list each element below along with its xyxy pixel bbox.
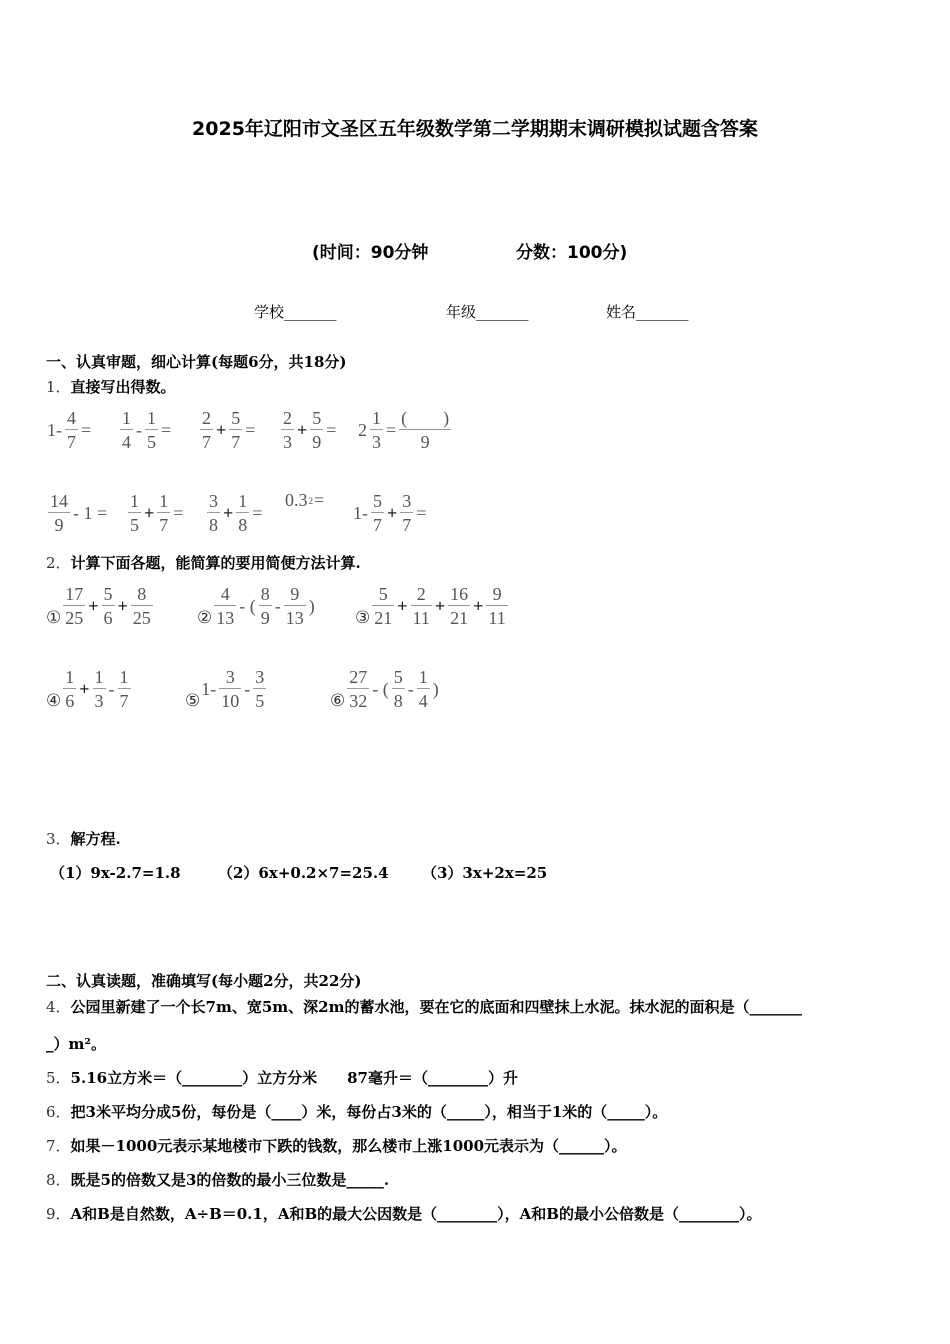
expression-text: - ( <box>239 596 256 616</box>
denominator: 5 <box>130 515 139 535</box>
question-text: 如果－1000元表示某地楼市下跌的钱数，那么楼市上涨1000元表示为（______）。 <box>70 1137 627 1155</box>
numerator: 5 <box>231 408 241 428</box>
operator: + <box>387 503 398 523</box>
fraction <box>372 583 394 630</box>
operator: + <box>117 596 128 616</box>
numerator: 1 <box>94 667 104 687</box>
item-label: ③ <box>355 608 371 627</box>
numerator: 1 <box>65 667 75 687</box>
operator: + <box>144 503 155 523</box>
calc-expression <box>185 666 268 713</box>
question-number: 2． <box>46 554 71 572</box>
numerator: 14 <box>50 491 68 511</box>
question-9 <box>46 1203 761 1224</box>
numerator: 2 <box>283 408 292 428</box>
item-label: ② <box>197 608 213 627</box>
section1-heading: 一、认真审题，细心计算(每题6分，共18分) <box>46 353 347 371</box>
fraction <box>131 583 153 630</box>
numerator: 5 <box>312 408 322 428</box>
equation-2: （2）6x+0.2×7=25.4 <box>218 864 389 882</box>
fraction <box>281 407 294 454</box>
denominator: 4 <box>122 432 131 452</box>
question-number: 5． <box>46 1069 71 1087</box>
fraction <box>371 490 384 537</box>
question-text: 把3米平均分成5份，每份是（____）米，每份占3米的（_____），相当于1米的（_____）。 <box>70 1103 668 1121</box>
expression-text: - <box>407 679 414 699</box>
equation-3: （3）3x+2x=25 <box>422 864 548 882</box>
question-number: 3． <box>46 830 71 848</box>
exam-score: 分数：100分) <box>516 243 628 263</box>
denominator: 7 <box>231 432 241 452</box>
denominator: 13 <box>285 608 304 628</box>
expression-text: - <box>244 679 251 699</box>
numerator: 16 <box>450 584 469 604</box>
calc-expression <box>355 583 510 630</box>
name-field: 姓名_______ <box>606 303 689 321</box>
numerator: 1 <box>130 491 139 511</box>
numerator: 2 <box>202 408 211 428</box>
denominator: 3 <box>372 432 381 452</box>
fraction <box>214 583 236 630</box>
denominator: 5 <box>147 432 156 452</box>
fraction <box>63 583 85 630</box>
numerator: 1 <box>238 491 248 511</box>
expression <box>46 490 108 537</box>
expression <box>46 407 92 454</box>
denominator: 21 <box>374 608 393 628</box>
numerator: 1 <box>159 491 169 511</box>
numerator: 3 <box>209 491 218 511</box>
exponent: 2 <box>308 495 313 506</box>
numerator: 8 <box>260 584 270 604</box>
question-8 <box>46 1169 389 1190</box>
expression-text: ) <box>432 679 439 699</box>
operator: + <box>297 420 308 440</box>
question-5 <box>46 1067 518 1088</box>
school-field: 学校_______ <box>254 303 337 321</box>
expression <box>205 490 263 537</box>
operator: + <box>79 679 90 699</box>
numerator: 1 <box>119 667 129 687</box>
question-number: 1． <box>46 378 71 396</box>
fraction <box>347 666 369 713</box>
numerator: 2 <box>416 584 426 604</box>
question-4 <box>46 996 802 1017</box>
numerator: ( ) <box>401 408 450 428</box>
fraction <box>200 407 213 454</box>
item-label: ⑥ <box>330 691 346 710</box>
expression-text: = <box>326 420 337 440</box>
expression-text: 0.3 <box>285 490 308 510</box>
numerator: 9 <box>290 584 300 604</box>
numerator: 4 <box>220 584 230 604</box>
question-number: 9． <box>46 1205 71 1223</box>
operator: + <box>88 596 99 616</box>
expression <box>279 407 337 454</box>
question-number: 4． <box>46 998 71 1016</box>
denominator: 9 <box>420 432 430 452</box>
expression-text: = <box>314 490 325 510</box>
equation-1: （1）9x-2.7=1.8 <box>50 864 181 882</box>
fraction <box>399 407 451 454</box>
expression-text: = <box>252 503 263 523</box>
question-number: 6． <box>46 1103 71 1121</box>
denominator: 32 <box>349 691 368 711</box>
fraction <box>417 666 430 713</box>
denominator: 8 <box>209 515 218 535</box>
fraction <box>128 490 141 537</box>
denominator: 11 <box>488 608 506 628</box>
fraction <box>219 666 241 713</box>
question-number: 8． <box>46 1171 71 1189</box>
document-title: 2025年辽阳市文圣区五年级数学第二学期期末调研模拟试题含答案 <box>192 118 758 140</box>
calc-expression <box>46 583 155 630</box>
denominator: 3 <box>94 691 104 711</box>
fraction <box>157 490 170 537</box>
fraction <box>310 407 323 454</box>
section2-heading: 二、认真读题，准确填写(每小题2分，共22分) <box>46 972 362 990</box>
operator: + <box>473 596 484 616</box>
numerator: 17 <box>65 584 84 604</box>
question-text: A和B是自然数，A÷B＝0.1，A和B的最大公因数是（________），A和B的最小公倍数是（________）。 <box>70 1205 762 1223</box>
fraction <box>392 666 405 713</box>
denominator: 25 <box>65 608 84 628</box>
numerator: 9 <box>492 584 502 604</box>
denominator: 7 <box>159 515 169 535</box>
denominator: 7 <box>119 691 129 711</box>
expression <box>118 407 172 454</box>
fraction <box>93 666 106 713</box>
expression-text: - <box>108 679 115 699</box>
question-text: 既是5的倍数又是3的倍数的最小三位数是_____. <box>70 1171 390 1189</box>
question-text: 直接写出得数。 <box>70 378 176 396</box>
numerator: 5 <box>378 584 388 604</box>
fraction <box>102 583 115 630</box>
expression-text: - <box>136 420 142 440</box>
expression <box>352 490 427 537</box>
expression-text: = <box>81 420 92 440</box>
fraction <box>486 583 507 630</box>
grade-field: 年级_______ <box>446 303 529 321</box>
fraction <box>284 583 306 630</box>
expression-text: - 1 = <box>73 503 108 523</box>
fraction <box>48 490 70 537</box>
denominator: 7 <box>202 432 211 452</box>
expression-text: - <box>274 596 281 616</box>
denominator: 6 <box>65 691 75 711</box>
expression-text: = <box>161 420 172 440</box>
numerator: 5 <box>393 667 403 687</box>
expression-text: = <box>245 420 256 440</box>
fraction <box>236 490 249 537</box>
denominator: 6 <box>103 608 113 628</box>
fraction <box>65 407 78 454</box>
denominator: 21 <box>450 608 469 628</box>
denominator: 7 <box>402 515 412 535</box>
numerator: 5 <box>373 491 382 511</box>
denominator: 25 <box>132 608 151 628</box>
question-text: 解方程. <box>70 830 121 848</box>
numerator: 27 <box>349 667 368 687</box>
denominator: 9 <box>54 515 64 535</box>
calc-expression <box>197 583 316 630</box>
expression-text: = <box>386 420 397 440</box>
expression-text: 1- <box>353 503 368 523</box>
expression-text: - ( <box>372 679 389 699</box>
fraction <box>411 583 432 630</box>
numerator: 3 <box>225 667 235 687</box>
item-label: ④ <box>46 691 62 710</box>
denominator: 13 <box>216 608 235 628</box>
expression <box>284 490 325 511</box>
expression-text: = <box>416 503 427 523</box>
fraction <box>145 407 158 454</box>
question-text: 计算下面各题，能简算的要用简便方法计算. <box>70 554 361 572</box>
item-label: ⑤ <box>185 691 201 710</box>
numerator: 1 <box>372 408 381 428</box>
denominator: 8 <box>393 691 403 711</box>
operator: + <box>216 420 227 440</box>
numerator: 5 <box>103 584 113 604</box>
fraction <box>63 666 76 713</box>
expression-text: 1- <box>47 420 62 440</box>
fraction <box>400 490 413 537</box>
calc-expression <box>330 666 440 713</box>
denominator: 11 <box>412 608 430 628</box>
question-6 <box>46 1101 667 1122</box>
question-2 <box>46 552 361 573</box>
denominator: 7 <box>373 515 382 535</box>
exam-time: (时间：90分钟 <box>312 243 429 263</box>
numerator: 1 <box>122 408 131 428</box>
fraction <box>120 407 133 454</box>
operator: + <box>223 503 234 523</box>
operator: + <box>397 596 408 616</box>
fraction <box>448 583 470 630</box>
operator: + <box>434 596 446 616</box>
fraction <box>229 407 242 454</box>
fraction <box>253 666 266 713</box>
numerator: 1 <box>418 667 428 687</box>
question-7 <box>46 1135 627 1156</box>
expression <box>126 490 184 537</box>
expression-text: 1- <box>201 679 217 699</box>
expression-text: = <box>173 503 184 523</box>
expression-text: ) <box>308 596 315 616</box>
numerator: 3 <box>402 491 412 511</box>
numerator: 1 <box>147 408 156 428</box>
expression <box>357 407 453 454</box>
denominator: 4 <box>418 691 428 711</box>
denominator: 8 <box>238 515 248 535</box>
question-3 <box>46 828 121 849</box>
fraction <box>259 583 272 630</box>
numerator: 4 <box>67 408 76 428</box>
question-number: 7． <box>46 1137 71 1155</box>
fraction <box>370 407 383 454</box>
question-4-continued: _）m²。 <box>46 1035 106 1053</box>
fraction <box>207 490 220 537</box>
item-label: ① <box>46 608 62 627</box>
expression-text: 2 <box>358 420 367 440</box>
question-text: 5.16立方米＝（________）立方分米 87毫升＝（________）升 <box>70 1069 518 1087</box>
denominator: 9 <box>260 608 270 628</box>
fraction <box>118 666 131 713</box>
numerator: 3 <box>255 667 265 687</box>
question-text: 公园里新建了一个长7m、宽5m、深2m的蓄水池，要在它的底面和四壁抹上水泥。抹水泥的面积是（_______ <box>70 998 802 1016</box>
denominator: 10 <box>221 691 240 711</box>
question-1 <box>46 376 176 397</box>
numerator: 8 <box>137 584 147 604</box>
expression <box>198 407 256 454</box>
denominator: 3 <box>283 432 292 452</box>
calc-expression <box>46 666 133 713</box>
denominator: 7 <box>67 432 76 452</box>
denominator: 5 <box>255 691 265 711</box>
denominator: 9 <box>312 432 322 452</box>
